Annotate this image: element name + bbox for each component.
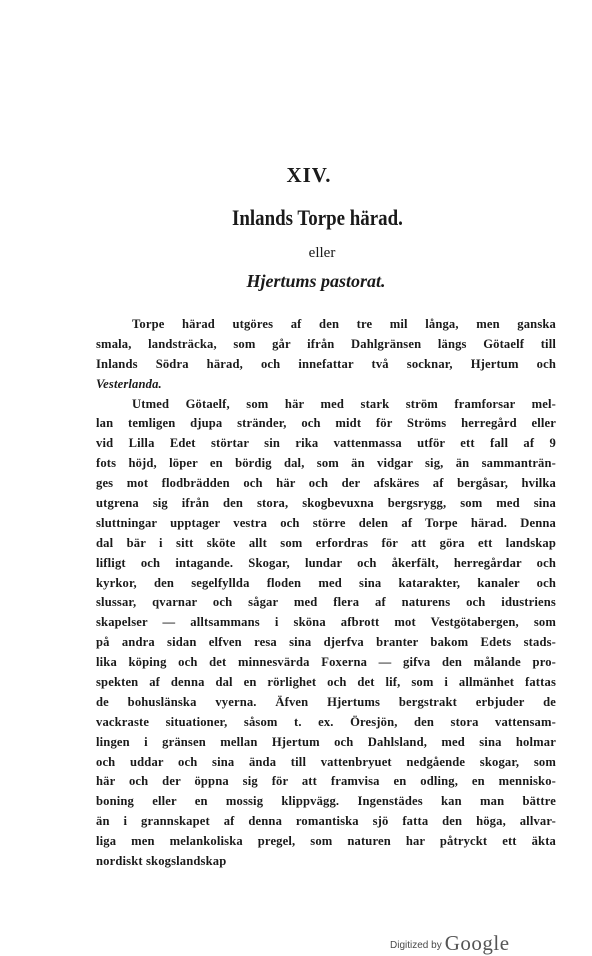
text-line: kyrkor, den segelfyllda floden med sina katarakter, kanaler och xyxy=(96,575,556,590)
text-line: dal bär i sitt sköte allt som erfordras för att göra ett landskap xyxy=(96,535,556,550)
text-line: vackraste situationer, såsom t. ex. Öresjön, den stora vattensam- xyxy=(96,714,556,729)
text-line: Inlands Södra härad, och innefattar två socknar, Hjertum och xyxy=(96,356,556,371)
digitized-label: Digitized by xyxy=(390,940,442,951)
text-line: lingen i gränsen mellan Hjertum och Dahlsland, med sina holmar xyxy=(96,734,556,749)
text-line: utgrena sig ifrån den stora, skogbevuxna bergsrygg, som med sina xyxy=(96,496,556,511)
text-line: och uddar och sina ända till vattenbryuet nedgående skogar, som xyxy=(96,754,556,769)
chapter-number: XIV. xyxy=(286,163,332,187)
digitized-by-google-watermark xyxy=(390,930,510,956)
text-line: Torpe härad utgöres af den tre mil långa, men ganska xyxy=(132,317,556,331)
text-line: smala, landsträcka, som går ifrån Dahlgränsen längs Götaelf till xyxy=(96,336,556,351)
text-line: vid Lilla Edet störtar sin rika vattenmassa utför ett fall af 9 xyxy=(96,436,556,451)
text-line: skapelser — alltsammans i sköna afbrott mot Vestgötabergen, som xyxy=(96,615,556,630)
text-line: Utmed Götaelf, som här med stark ström framforsar mel- xyxy=(132,396,556,411)
text-line: ges mot flodbrädden och här och der afskäres af bergåsar, hvilka xyxy=(96,476,556,491)
text-line: än i grannskapet af denna romantiska sjö fatta den höga, allvar- xyxy=(96,814,556,829)
body-text xyxy=(96,315,556,872)
text-line: liga men melankoliska pregel, som naturen har påtryckt ett äkta xyxy=(96,834,556,849)
text-line: Vesterlanda. xyxy=(96,376,162,391)
text-line: spekten af denna dal en rörlighet och det lif, som i allmänhet fattas xyxy=(96,675,556,690)
text-line: slussar, qvarnar och sågar med flera af naturens och idustriens xyxy=(96,595,556,610)
text-line: här och der öppna sig för att framvisa en odling, en mennisko- xyxy=(96,774,556,789)
text-line: fots höjd, löper en bördig dal, som än vidgar sig, än sammanträn- xyxy=(96,456,556,471)
text-line: lika köping och det minnesvärda Foxerna — gifva den målande pro- xyxy=(96,655,556,670)
text-line: lan temligen djupa stränder, och midt för Ströms herregård eller xyxy=(96,416,556,431)
text-line: sluttningar upptager vestra och större delen af Torpe härad. Denna xyxy=(96,515,556,530)
text-line: de bohuslänska vyerna. Äfven Hjertums bergstrakt erbjuder de xyxy=(96,694,556,709)
chapter-subtitle: Hjertums pastorat. xyxy=(246,271,386,291)
title-conjunction: eller xyxy=(308,245,336,261)
chapter-title: Inlands Torpe härad. xyxy=(231,205,403,230)
text-line: boning eller en mossig klippvägg. Ingenstädes kan man bättre xyxy=(96,794,556,809)
google-logo: Google xyxy=(444,931,510,955)
text-line: på andra sidan elfven resa sina djerfva branter bakom Edets stads- xyxy=(96,635,556,650)
text-line: lifligt och intagande. Skogar, lundar och åkerfält, herregårdar och xyxy=(96,555,556,570)
text-line: nordiskt skogslandskap xyxy=(96,854,227,869)
